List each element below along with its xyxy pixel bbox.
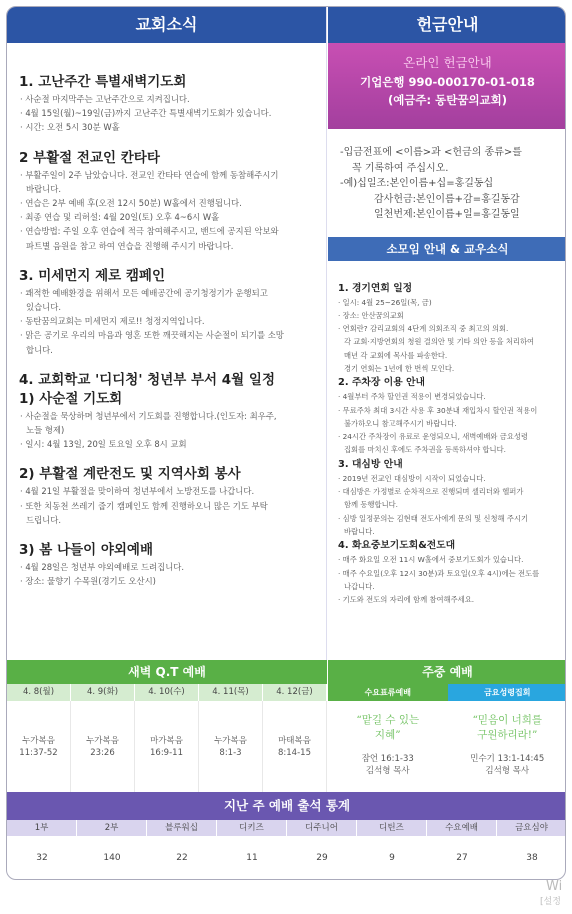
meeting-line: · 기도와 전도의 자리에 함께 참여해주세요.	[338, 595, 475, 605]
news-line: · 4월 28일은 청년부 야외예배로 드려집니다.	[20, 562, 185, 573]
meeting-line: 함께 동행합니다.	[344, 500, 398, 510]
meeting-line: · 일시: 4월 25~26일(목, 금)	[338, 297, 432, 307]
weekly-verse-line1: “믿음이 너희를	[472, 714, 543, 726]
watermark-line1: Wi	[546, 879, 563, 894]
news-line: 있습니다.	[26, 302, 62, 313]
news-line: · 맑은 공기로 우리의 마음과 영혼 또한 깨끗해지는 사순절이 되기를 소망	[20, 330, 284, 341]
news-section-title: 1. 고난주간 특별새벽기도회	[19, 74, 187, 90]
attendance-value: 11	[246, 853, 258, 863]
attendance-label: 2부	[77, 820, 147, 836]
news-line: · 또한 치동천 쓰레기 줍기 캠페인도 함께 진행하오니 많은 기도 부탁	[20, 500, 268, 511]
offering-column	[328, 7, 566, 660]
weekly-preacher: 김석형 목사	[485, 766, 530, 776]
news-line: 파트별 음원을 참고 하여 연습을 진행해 주시기 바랍니다.	[26, 240, 234, 251]
news-line: · 연습은 2부 예배 후(오전 12시 50분) W홀에서 진행됩니다.	[20, 198, 242, 209]
attendance-value: 27	[456, 853, 468, 863]
schedule-header-row	[7, 660, 566, 684]
news-line: · 사순절을 묵상하며 청년부에서 기도회를 진행합니다.(인도자: 최우주,	[20, 410, 277, 421]
news-line: 노들 형제)	[26, 425, 65, 436]
meeting-line: · 대심방은 가정별로 순차적으로 진행되며 셀리더와 헬퍼가	[338, 487, 524, 497]
qt-book: 누가복음	[214, 735, 247, 746]
meeting-title: 3. 대심방 안내	[338, 458, 403, 470]
news-line: · 부활주일이 2주 남았습니다. 전교인 칸타타 연습에 함께 동참해주시기	[20, 169, 279, 180]
news-line: · 장소: 물향기 수목원(경기도 오산시)	[20, 576, 156, 587]
offering-banner	[328, 43, 566, 129]
attendance-value: 38	[526, 853, 538, 863]
watermark-line2: [설정	[540, 897, 561, 907]
qt-book: 마가복음	[150, 735, 183, 746]
meeting-line: 바랍니다.	[344, 526, 375, 536]
qt-book: 마태복음	[278, 735, 311, 746]
meeting-title: 4. 화요중보기도회&전도대	[338, 540, 456, 552]
meeting-line: 나갑니다.	[344, 581, 375, 591]
attendance-value: 29	[316, 853, 328, 863]
offering-line: -예)십일조:본인이름+십=홍길동십	[340, 178, 494, 189]
meetings-header: 소모임 안내 & 교우소식	[328, 237, 566, 261]
weekly-service-cell	[328, 701, 448, 792]
offering-instructions	[328, 129, 566, 223]
news-section-title: 4. 교회학교 '디디청' 청년부 부서 4월 일정	[19, 371, 275, 388]
meeting-line: · 매주 화요일 오전 11시 W홀에서 중보기도회가 있습니다.	[338, 555, 524, 565]
qt-date-cell: 4. 10(수)	[135, 684, 199, 701]
meeting-line: · 4월부터 주차 할인권 적용이 변경되었습니다.	[338, 392, 486, 402]
news-line: · 최종 연습 및 리허설: 4월 20일(토) 오후 4~6시 W홀	[20, 212, 220, 223]
attendance-value: 140	[103, 853, 121, 863]
qt-passage	[150, 735, 183, 759]
qt-passage-cell	[71, 701, 135, 792]
attendance-label: 디키즈	[217, 820, 287, 836]
qt-passage-cell	[199, 701, 263, 792]
news-line: · 동탄꿈의교회는 미세먼지 제로!! 청정지역입니다.	[20, 316, 205, 327]
attendance-label: 블루워십	[147, 820, 217, 836]
qt-date-cell: 4. 12(금)	[263, 684, 327, 701]
qt-ref: 23:26	[90, 747, 115, 758]
weekly-verse-line2: 지혜”	[374, 729, 401, 741]
meeting-line: · 장소: 안산꿈의교회	[338, 310, 404, 320]
news-line: 드립니다.	[26, 514, 62, 525]
news-column	[7, 7, 327, 660]
news-header: 교회소식	[7, 7, 326, 43]
news-line: · 쾌적한 예배환경을 위해서 모든 예배공간에 공기청정기가 운행되고	[20, 287, 268, 298]
weekly-scripture: 민수기 13:1-14:45	[470, 754, 545, 764]
news-line: · 시간: 오전 5시 30분 W홀	[20, 122, 120, 133]
weekly-preacher: 김석형 목사	[365, 766, 410, 776]
qt-ref: 8:14-15	[278, 747, 311, 758]
offering-line: 꼭 기록하여 주십시오.	[352, 162, 449, 174]
qt-passage	[19, 735, 57, 759]
attendance-label: 금요심야	[497, 820, 566, 836]
qt-passage	[214, 735, 247, 759]
news-line: 합니다.	[26, 344, 53, 355]
meeting-line: · 연회란? 감리교회의 4단계 의회조직 중 최고의 의회.	[338, 324, 509, 334]
news-line: · 연습방법: 주일 오후 연습에 적극 참여해주시고, 밴드에 공지된 악보와	[20, 226, 279, 237]
qt-passage	[278, 735, 311, 759]
qt-ref: 11:37-52	[19, 747, 58, 758]
qt-passage	[86, 735, 119, 759]
meeting-line: 매년 각 교회에 목사를 파송한다.	[344, 350, 448, 360]
attendance-label: 1부	[7, 820, 77, 836]
weekly-service-cell	[448, 701, 567, 792]
qt-ref: 16:9-11	[150, 747, 183, 758]
news-line: · 사순절 마지막주는 고난주간으로 지켜집니다.	[20, 94, 190, 104]
meeting-title: 1. 경기연회 일정	[338, 282, 413, 294]
news-body	[7, 43, 326, 588]
news-section-title: 2 부활절 전교인 칸타타	[19, 149, 160, 166]
offering-line: -입금전표에 <이름>과 <헌금의 종류>를	[340, 147, 522, 158]
offering-line: 감사헌금:본인이름+감=홍길동감	[374, 193, 520, 205]
qt-date-cell: 4. 11(목)	[199, 684, 263, 701]
weekly-header: 주중 예배	[328, 660, 566, 684]
attendance-header: 지난 주 예배 출석 통계	[7, 792, 566, 820]
meeting-line: 불가하오니 참고해주시기 바랍니다.	[344, 418, 457, 428]
news-line: · 4월 21일 부활절을 맞이하여 청년부에서 노방전도를 나갑니다.	[20, 486, 255, 497]
news-line: 바랍니다.	[26, 183, 62, 194]
qt-table	[7, 684, 327, 792]
meeting-title: 2. 주차장 이용 안내	[338, 377, 426, 389]
meeting-line: 각 교회·지방연회의 청원 결의안 및 기타 의안 등을 처리하여	[344, 337, 535, 347]
offering-line: 일천번제:본인이름+일=홍길동일	[374, 209, 520, 220]
offering-header: 헌금안내	[328, 7, 566, 43]
qt-header: 새벽 Q.T 예배	[7, 660, 327, 684]
weekly-verse-line2: 구원하리라!”	[477, 729, 538, 741]
news-line: · 4월 15일(월)~19일(금)까지 고난주간 특별새벽기도회가 있습니다.	[20, 108, 272, 119]
meeting-line: 집회를 마치신 후에도 주차권을 등록하셔야 합니다.	[344, 445, 506, 455]
qt-book: 누가복음	[22, 735, 55, 746]
news-section-title: 2) 부활절 계란전도 및 지역사회 봉사	[19, 466, 241, 483]
news-section-title: 3) 봄 나들이 야외예배	[19, 542, 153, 559]
offering-banner-title: 온라인 헌금안내	[403, 55, 492, 70]
attendance-value: 22	[176, 853, 188, 863]
meeting-line: · 2019년 전교인 대심방이 시작이 되었습니다.	[338, 473, 486, 483]
qt-date-cell: 4. 9(화)	[71, 684, 135, 701]
qt-ref: 8:1-3	[219, 747, 242, 758]
meeting-line: · 매주 수요일(오후 12시 30분)과 토요일(오후 4시)에는 전도를	[338, 568, 540, 578]
offering-holder: (예금주: 동탄꿈의교회)	[387, 93, 508, 107]
weekly-service-name: 금요성령집회	[448, 684, 567, 701]
qt-passage-cell	[263, 701, 327, 792]
news-section-title: 3. 미세먼지 제로 캠페인	[19, 267, 165, 284]
news-line: · 일시: 4월 13일, 20일 토요일 오후 8시 교회	[20, 439, 187, 450]
meeting-line: 경기 연회는 1년에 한 번씩 모인다.	[344, 363, 455, 373]
attendance-label: 디주니어	[287, 820, 357, 836]
qt-passage-cell	[135, 701, 199, 792]
weekly-service-name: 수요표류예배	[328, 684, 448, 701]
attendance-label: 디틴즈	[357, 820, 427, 836]
weekly-verse-line1: “맡길 수 있는	[356, 714, 420, 726]
qt-date-cell: 4. 8(월)	[7, 684, 71, 701]
attendance-label: 수요예배	[427, 820, 497, 836]
weekly-scripture: 잠언 16:1-33	[361, 754, 414, 764]
qt-book: 누가복음	[86, 735, 119, 746]
attendance-value: 9	[389, 853, 395, 863]
bulletin-page	[6, 6, 566, 880]
offering-account: 기업은행 990-000170-01-018	[360, 75, 535, 89]
meeting-line: · 심방 일정문의는 김현태 전도사에게 문의 및 신청해 주시기	[338, 513, 529, 523]
news-section-title: 1) 사순절 기도회	[19, 390, 123, 407]
meeting-line: · 무료주차 최대 3시간 사용 후 30분내 재입차시 할인권 적용이	[338, 405, 538, 415]
qt-passage-cell	[7, 701, 71, 792]
meeting-line: · 24시간 주차장이 유료로 운영되오니, 새벽예배와 금요성령	[338, 432, 528, 442]
attendance-value: 32	[36, 853, 48, 863]
meetings-body	[328, 261, 566, 607]
